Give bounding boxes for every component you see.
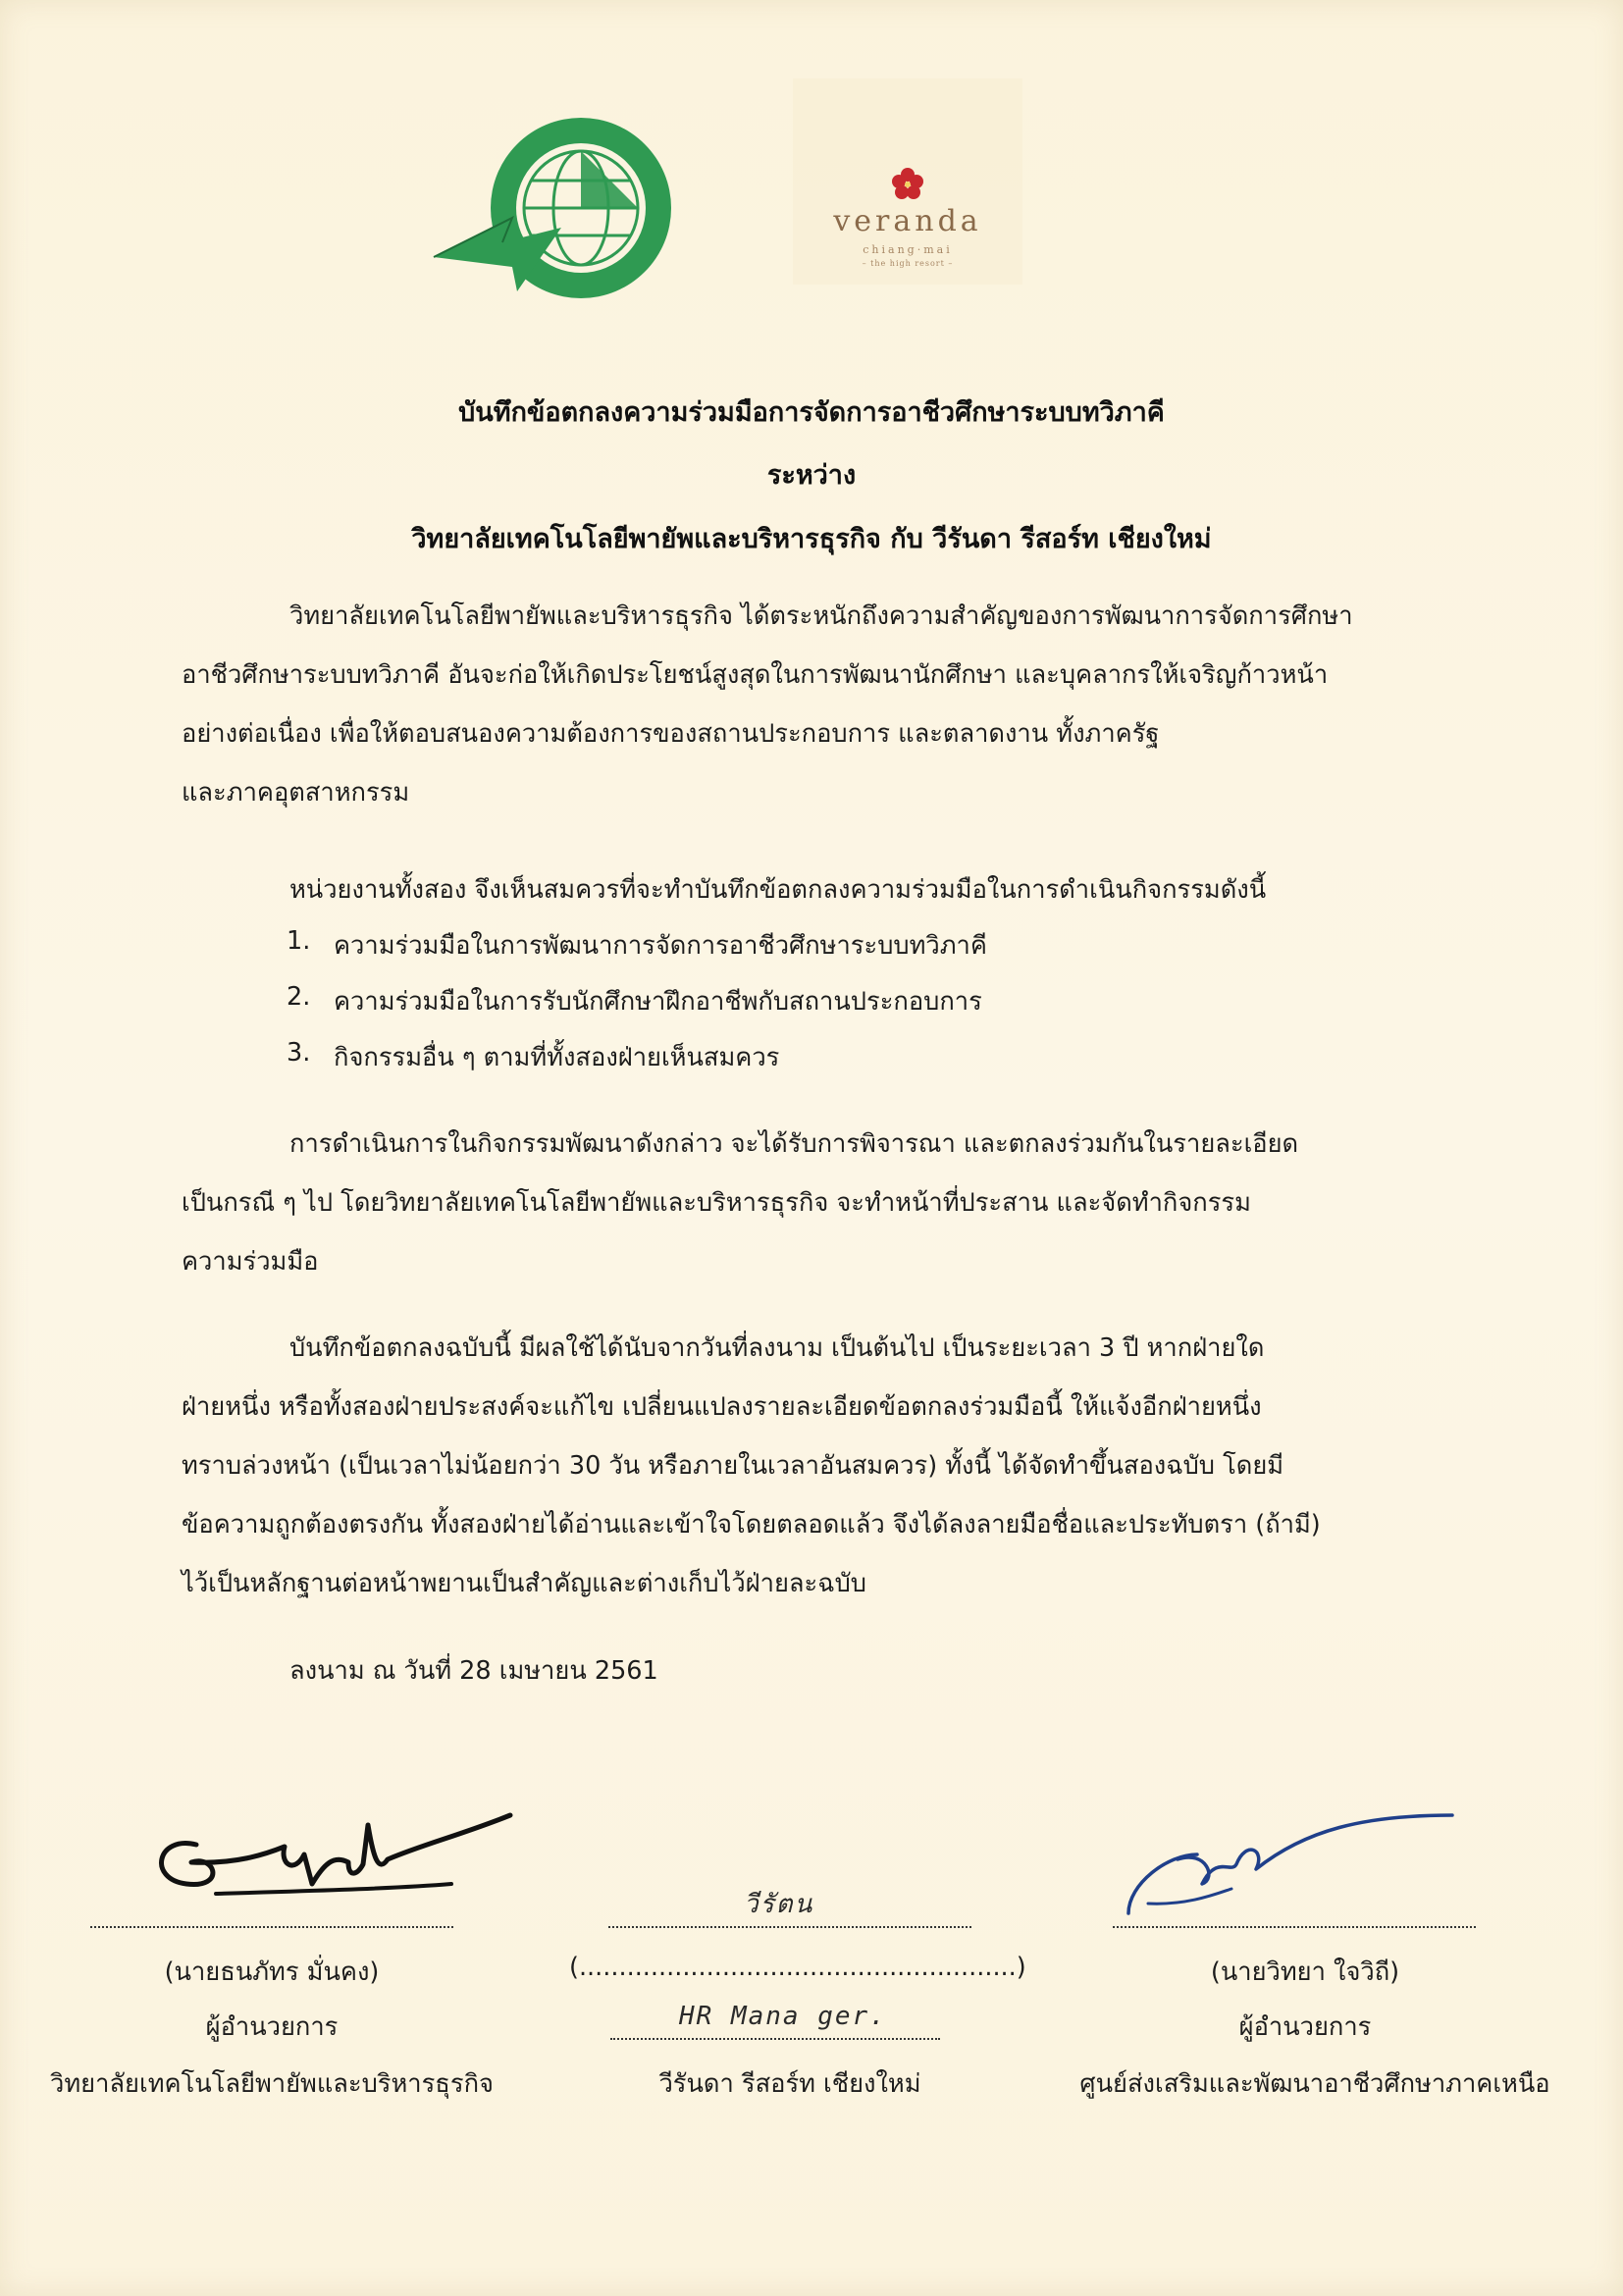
- middle-handwritten-signature: วีรัตน: [744, 1890, 814, 1919]
- para4-line: ไว้เป็นหลักฐานต่อหน้าพยานเป็นสำคัญและต่างเก็บไว้ฝ่ายละฉบับ: [182, 1569, 866, 1598]
- document-title-parties: วิทยาลัยเทคโนโลยีพายัพและบริหารธุรกิจ กับ วีรันดา รีสอร์ท เชียงใหม่: [411, 524, 1212, 554]
- left-signer-org: วิทยาลัยเทคโนโลยีพายัพและบริหารธุรกิจ: [50, 2069, 494, 2099]
- right-signer-org: ศูนย์ส่งเสริมและพัฒนาอาชีวศึกษาภาคเหนือ: [1079, 2069, 1550, 2099]
- left-signature: [137, 1786, 530, 1923]
- list-item: ความร่วมมือในการพัฒนาการจัดการอาชีวศึกษาระบบทวิภาคี: [334, 931, 987, 961]
- document-title-between: ระหว่าง: [766, 460, 857, 491]
- right-signer-position: ผู้อำนวยการ: [1238, 2012, 1372, 2042]
- list-item-number: 2.: [287, 982, 311, 1012]
- para1-line: และภาคอุตสาหกรรม: [182, 778, 410, 808]
- para3-line: ความร่วมมือ: [182, 1247, 319, 1277]
- para4-line: ทราบล่วงหน้า (เป็นเวลาไม่น้อยกว่า 30 วัน หรือภายในเวลาอันสมควร) ทั้งนี้ ได้จัดทำขึ้นสองฉบับ โดยมี: [182, 1451, 1284, 1481]
- veranda-location: chiang·mai: [863, 243, 953, 256]
- college-logo: [424, 110, 701, 304]
- left-signer-name: (นายธนภัทร มั่นคง): [164, 1957, 380, 1987]
- list-item: ความร่วมมือในการรับนักศึกษาฝึกอาชีพกับสถานประกอบการ: [334, 987, 982, 1017]
- right-signature-line: [1113, 1926, 1476, 1928]
- para3-line: การดำเนินการในกิจกรรมพัฒนาดังกล่าว จะได้รับการพิจารณา และตกลงร่วมกันในรายละเอียด: [289, 1129, 1299, 1159]
- right-signer-name: (นายวิทยา ใจวิถี): [1210, 1957, 1400, 1987]
- document-title: บันทึกข้อตกลงความร่วมมือการจัดการอาชีวศึกษาระบบทวิภาคี: [458, 397, 1165, 428]
- para3-line: เป็นกรณี ๆ ไป โดยวิทยาลัยเทคโนโลยีพายัพและบริหารธุรกิจ จะทำหน้าที่ประสาน และจัดทำกิจกรรม: [182, 1188, 1251, 1218]
- middle-position-line: [610, 2038, 940, 2040]
- middle-signer-name: (.......................................................): [569, 1953, 1026, 1982]
- para4-line: บันทึกข้อตกลงฉบับนี้ มีผลใช้ได้นับจากวันที่ลงนาม เป็นต้นไป เป็นระยะเวลา 3 ปี หากฝ่ายใด: [289, 1333, 1265, 1363]
- middle-signature-line: [608, 1926, 971, 1928]
- middle-handwritten-position: HR Mana ger.: [679, 2002, 887, 2031]
- para4-line: ฝ่ายหนึ่ง หรือทั้งสองฝ่ายประสงค์จะแก้ไข เปลี่ยนแปลงรายละเอียดข้อตกลงร่วมมือนี้ ให้แจ้งอีกฝ่ายหนึ่ง: [182, 1392, 1262, 1422]
- para1-line: อาชีวศึกษาระบบทวิภาคี อันจะก่อให้เกิดประโยชน์สูงสุดในการพัฒนานักศึกษา และบุคลากรให้เจริญก้าวหน้า: [182, 660, 1329, 690]
- para4-line: ข้อความถูกต้องตรงกัน ทั้งสองฝ่ายได้อ่านและเข้าใจโดยตลอดแล้ว จึงได้ลงลายมือชื่อและประทับตรา (ถ้ามี): [182, 1510, 1321, 1539]
- list-item: กิจกรรมอื่น ๆ ตามที่ทั้งสองฝ่ายเห็นสมควร: [334, 1043, 780, 1072]
- middle-signer-org: วีรันดา รีสอร์ท เชียงใหม่: [658, 2069, 921, 2099]
- veranda-tagline: – the high resort –: [862, 259, 954, 268]
- left-signature-line: [90, 1926, 453, 1928]
- veranda-wordmark: veranda: [833, 204, 982, 238]
- para1-line: อย่างต่อเนื่อง เพื่อให้ตอบสนองความต้องการของสถานประกอบการ และตลาดงาน ทั้งภาครัฐ: [182, 719, 1160, 749]
- list-item-number: 3.: [287, 1038, 311, 1068]
- veranda-logo: [793, 78, 1022, 285]
- left-signer-position: ผู้อำนวยการ: [205, 2012, 339, 2042]
- right-signature: [1109, 1796, 1482, 1933]
- para1-line: วิทยาลัยเทคโนโลยีพายัพและบริหารธุรกิจ ได้ตระหนักถึงความสำคัญของการพัฒนาการจัดการศึกษา: [289, 601, 1353, 631]
- list-item-number: 1.: [287, 926, 311, 956]
- signed-date: ลงนาม ณ วันที่ 28 เมษายน 2561: [289, 1656, 658, 1686]
- para2-intro: หน่วยงานทั้งสอง จึงเห็นสมควรที่จะทำบันทึกข้อตกลงความร่วมมือในการดำเนินกิจกรรมดังนี้: [289, 875, 1267, 905]
